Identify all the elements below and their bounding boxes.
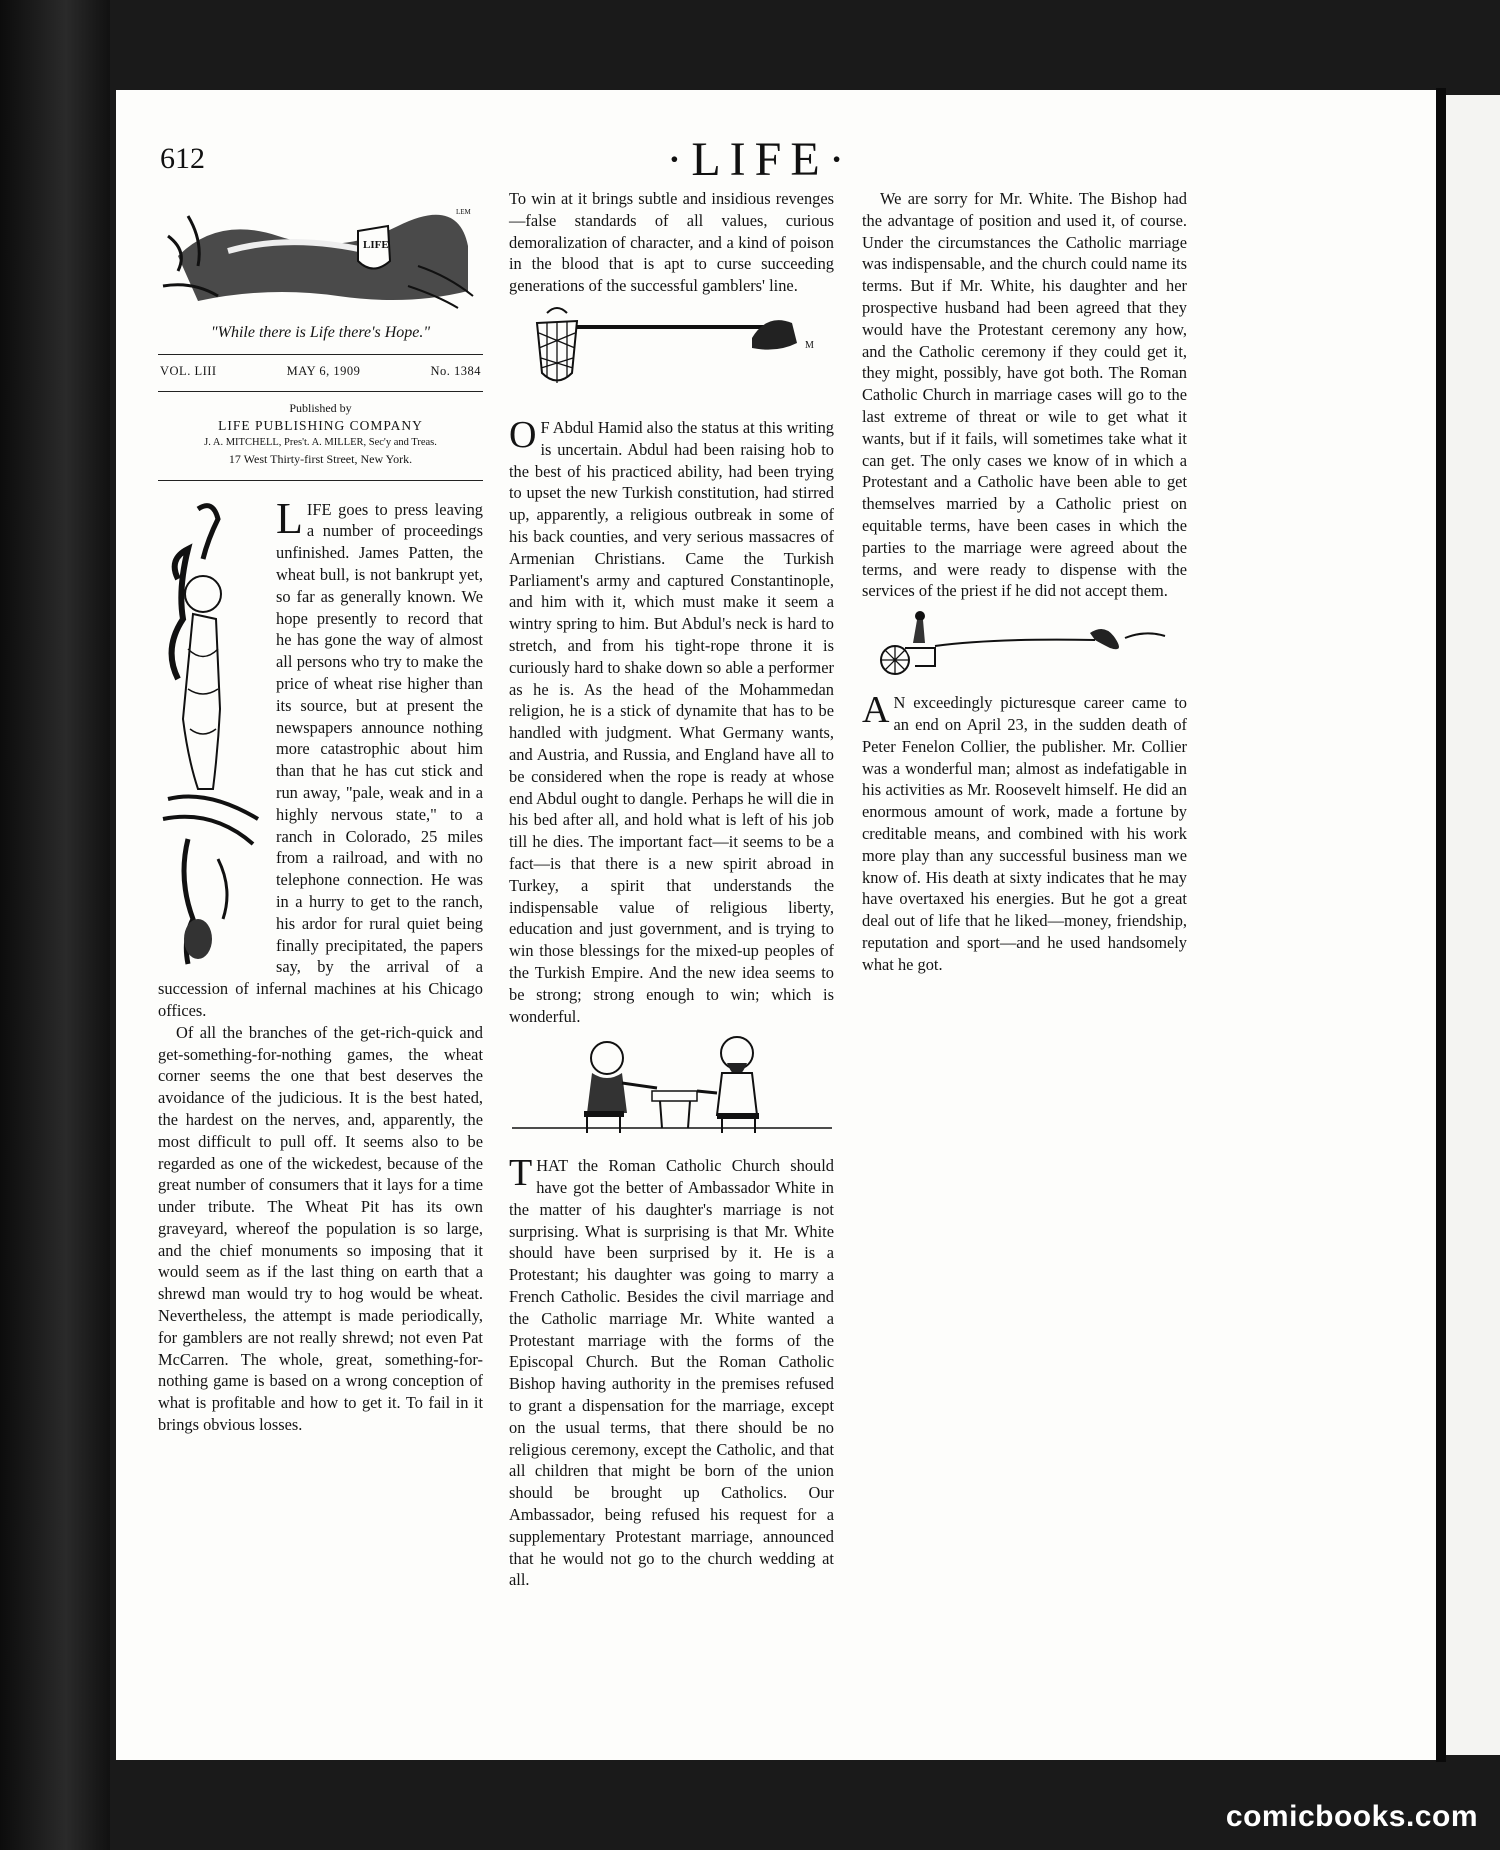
motto: "While there is Life there's Hope.": [210, 324, 431, 341]
issue-number: No. 1384: [430, 363, 481, 378]
decorative-figure-illustration: [158, 499, 270, 969]
column-right: [862, 188, 1187, 976]
next-page-edge: [1446, 95, 1500, 1755]
paragraph: LIFE goes to press leaving a number of proceedings unfinished. James Patten, the wheat bull, is not bankrupt yet, so far as generally known. We hope presently to record that he has gone the way of almost all persons who try to make the price of wheat rise higher than its source, but at present the newspapers announce nothing more catastrophic about him than that he has cut stick and run away, "pale, weak and in a highly nervous state," to a ranch in Colorado, 25 miles from a railroad, and with no telephone connection. He was in a hurry to get to the ranch, his ardor for rural quiet being finally precipitated, the papers say, by the arrival of a succession of infernal machines at his Chicago offices.: [158, 493, 483, 1020]
paragraph: We are sorry for Mr. White. The Bishop had the advantage of position and used it, of course. Under the circumstances the Catholic marriage was indispensable, and the church could name its terms. But if Mr. White, his daughter and her prospective husband had been agreed that they would have the Protestant ceremony any how, and the Catholic ceremony if they could get it, they might, possibly, have got both. The Roman Catholic Church in marriage cases will go to the last extreme of threat or wile to get what it wants, but if it fails, will sometimes take what it can get. The only cases we know of in which a Protestant and a Catholic have been able to get themselves married by a Catholic priest on equitable terms, have been cases in which the parties to the marriage were agreed about the terms, and were ready to dispense with the services of the priest if he did not accept them.: [862, 189, 1187, 601]
issue-date: MAY 6, 1909: [286, 363, 361, 378]
article-wheat: [158, 493, 483, 1436]
paragraph: A N exceedingly picturesque career came to an end on April 23, in the sudden death of Peter Fenelon Collier, the publisher. Mr. Collier was a wonderful man; almost as indefatigable in his activities as Mr. Roosevelt himself. He did an enormous amount of work, made a fortune by creditable means, and combined with his work more play than any successful business man we know of. His death at sixty indicates that he may have overtaxed his energies. But he got a great deal out of life that he liked—money, friendship, reputation and sport—and he used handsomely what he got.: [862, 689, 1187, 974]
article-white: [509, 1152, 834, 1591]
editorial-header-illustration: [158, 196, 483, 314]
page-number: 612: [160, 142, 205, 175]
address: 17 West Thirty-first Street, New York.: [228, 451, 413, 466]
article-collier: [862, 689, 1187, 975]
article-abdul: [509, 413, 834, 1027]
scan-border: [0, 0, 110, 1850]
svg-text:M: M: [804, 339, 814, 351]
column-middle: [509, 188, 834, 1591]
watermark: comicbooks.com: [1225, 1800, 1478, 1833]
column-left: [158, 196, 483, 1436]
card-game-illustration: [512, 1033, 832, 1141]
paragraph: THAT the Roman Catholic Church should have got the better of Ambassador White in the matter of his daughter's marriage is not surprising. What is surprising is that Mr. White should have been surprised by it. He is a Protestant; his daughter was going to marry a French Catholic. Besides the civil marriage and the Catholic marriage Mr. White wanted a Protestant marriage with the forms of the Episcopal Church. But the Roman Catholic Bishop having authority in the premises refused to grant a dispensation for the marriage, except on the usual terms, that there should be no religious ceremony, except the Catholic, and that all children that might be born of the union should be brought up Catholics. Our Ambassador, being refused his request for a supplementary Protestant marriage, announced that he would not go to the church wedding at all.: [509, 1152, 834, 1590]
publisher-name: LIFE PUBLISHING COMPANY: [218, 417, 423, 433]
volume: VOL. LIII: [160, 363, 217, 378]
officers: J. A. MITCHELL, Pres't. A. MILLER, Sec'y and Treas.: [204, 436, 437, 448]
drop-cap: O: [509, 413, 537, 456]
basket-rope-illustration: [517, 303, 827, 403]
drop-cap: A: [862, 689, 890, 732]
drop-cap: T: [509, 1152, 533, 1195]
paragraph: O F Abdul Hamid also the status at this writing is uncertain. Abdul had been raising hob to the best of his practiced ability, had been trying to upset the new Turkish constitution, had stirred up, apparently, a religious outbreak in some of his back counties, and very serious massacres of Armenian Christians. Came the Turkish Parliament's army and captured Constantinople, and him with it, which must make it seem a wintry spring to him. But Abdul's neck is hard to stretch, and from his tight-rope throne it is curiously hard to shake down so able a performer as he is. As the head of the Mohammedan religion, he is a stick of dynamite that has to be handled with judgment. What Germany wants, and Austria, and Russia, and England have all to be considered when the rope is ready at whose end Abdul ought to dangle. Perhaps he will die in his bed after all, and hold what is left of his job till he dies. The important fact—it seems to be a fact—is that there is a new spirit abroad in Turkey, a spirit that understands the indispensable value of religious liberty, education and just government, and is trying to win those blessings for the mixed-up peoples of the Turkish Empire. And the new idea seems to be strong; strong enough to win; which is wonderful.: [509, 413, 834, 1026]
volume-line: [158, 355, 483, 391]
publisher-block: Published by LIFE PUBLISHING COMPANY J. A. MITCHELL, Pres't. A. MILLER, Sec'y and Treas. 17 West Thirty-first Street, New York.: [158, 392, 483, 480]
paragraph: Of all the branches of the get-rich-quick and get-something-for-nothing games, the wheat corner seems the one that best deserves the avoidance of the judicious. It is the best hated, the hardest on the nerves, and, apparently, the most difficult to pull off. It seems also to be regarded as one of the wickedest, because of the great number of consumers that it lays for a time under tribute. The Wheat Pit has its own graveyard, whereof the population is so large, and the chief monuments so imposing that it would seem as if the last thing on earth that a shrewd man would try to hog would be wheat. Nevertheless, the attempt is made periodically, for gamblers are not really shrewd; not even Pat McCarren. The whole, great, something-for-nothing game is based on a wrong conception of what is profitable and how to get it. To fail in it brings obvious losses.: [158, 1022, 483, 1435]
page-gutter-shadow: [1436, 88, 1446, 1762]
masthead: ·LIFE·: [666, 133, 854, 186]
svg-text:LIFE: LIFE: [363, 239, 389, 251]
drop-cap: L: [276, 493, 303, 543]
paragraph: To win at it brings subtle and insidious revenges—false standards of all values, curious demoralization of character, and a kind of poison in the blood that is apt to curse succeeding generations of the successful gamblers' line.: [509, 189, 834, 296]
svg-text:LEM: LEM: [456, 208, 471, 216]
carriage-illustration: [865, 608, 1185, 678]
